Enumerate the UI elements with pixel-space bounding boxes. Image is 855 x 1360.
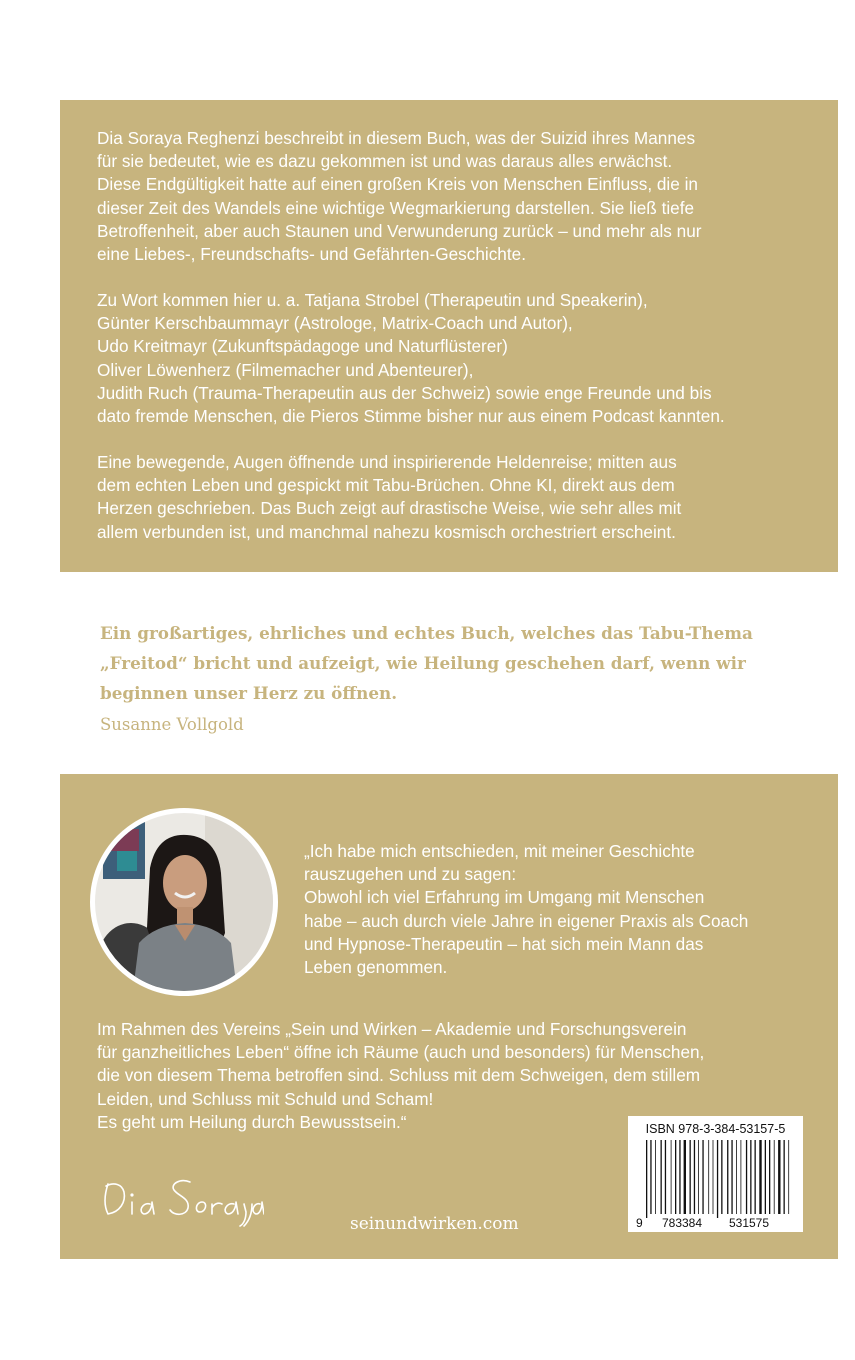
description-paragraph-3: Eine bewegende, Augen öffnende und inspirierende Heldenreise; mitten aus dem echten Leben und gespickt mit Tabu-Brüchen. Ohne KI, direkt aus dem Herzen geschrieben. Das Buch zeigt auf drastische Weise, wie sehr alles mit allem verbunden ist, und manchmal nahezu kosmisch orchestriert erscheint. [97, 452, 682, 542]
barcode-bar [671, 1140, 672, 1214]
barcode-bar [665, 1140, 666, 1214]
description-paragraph-2: Zu Wort kommen hier u. a. Tatjana Strobel (Therapeutin und Speakerin), Günter Kerschbaummayr (Astrologe, Matrix-Coach und Autor), Udo Kreitmayr (Zukunftspädagoge und Naturflüsterer) Oliver Löwenherz (Filmemacher und Abenteurer), Judith Ruch (Trauma-Therapeutin aus der Schweiz) sowie enge Freunde und bis dato fremde Menschen, die Pieros Stimme bisher nur aus einem Podcast kannten. [97, 290, 725, 427]
barcode-graphic [628, 1116, 803, 1232]
testimonial-quote: Ein großartiges, ehrliches und echtes Buch, welches das Tabu-Thema „Freitod“ bricht und aufzeigt, wie Heilung geschehen darf, wenn wir beginnen unser Herz zu öffnen. [100, 623, 753, 703]
barcode-bar [708, 1140, 709, 1214]
barcode-bar [755, 1140, 756, 1214]
barcode-bar [731, 1140, 732, 1214]
website-link[interactable]: seinundwirken.com [350, 1214, 519, 1234]
barcode-bar [675, 1140, 676, 1214]
barcode-digits-left: 783384 [661, 1216, 703, 1230]
barcode-bar [746, 1140, 747, 1214]
barcode-bar [774, 1140, 775, 1214]
barcode-bar [727, 1140, 728, 1214]
barcode-bar [769, 1140, 770, 1214]
isbn-barcode [628, 1116, 803, 1232]
barcode-bar [698, 1140, 699, 1214]
barcode-bar [661, 1140, 662, 1214]
barcode-bar [717, 1140, 718, 1218]
barcode-digit-first: 9 [636, 1216, 643, 1230]
barcode-bar [713, 1140, 714, 1214]
barcode-bar [759, 1140, 761, 1214]
barcode-bar [765, 1140, 766, 1214]
description-panel [60, 100, 838, 572]
barcode-bar [655, 1140, 656, 1214]
author-photo-frame [90, 808, 278, 996]
signature [94, 1168, 264, 1228]
barcode-bar [741, 1140, 742, 1214]
barcode-digits-right: 531575 [728, 1216, 770, 1230]
author-personal-quote: „Ich habe mich entschieden, mit meiner Geschichte rauszugehen und zu sagen: Obwohl ich viel Erfahrung im Umgang mit Menschen habe – auch durch viele Jahre in eigener Praxis als Coach und Hypnose-Therapeutin – hat sich mein Mann das Leben genommen. [304, 841, 749, 978]
barcode-bar [788, 1140, 789, 1214]
author-photo [95, 813, 273, 991]
barcode-bar [721, 1140, 722, 1214]
barcode-bar [736, 1140, 737, 1214]
author-portrait-illustration [95, 813, 273, 991]
barcode-bar [684, 1140, 686, 1214]
barcode-bar [778, 1140, 780, 1214]
barcode-bar [750, 1140, 751, 1214]
isbn-label: ISBN 978-3-384-53157-5 [645, 1122, 786, 1136]
testimonial-author: Susanne Vollgold [100, 715, 244, 734]
barcode-bar [650, 1140, 651, 1214]
association-text: Im Rahmen des Vereins „Sein und Wirken – Akademie und Forschungsverein für ganzheitliches Leben“ öffne ich Räume (auch und besonders) für Menschen, die von diesem Thema betroffen sind. Schluss mit dem Schweigen, dem stillem Leiden, und Schluss mit Schuld und Scham! Es geht um Heilung durch Bewusstsein.“ [97, 1019, 705, 1132]
author-panel [60, 774, 838, 1259]
barcode-bar [679, 1140, 680, 1214]
barcode-bar [784, 1140, 785, 1214]
barcode-bar [690, 1140, 691, 1214]
barcode-bar [646, 1140, 647, 1218]
barcode-bar [694, 1140, 695, 1214]
description-paragraph-1: Dia Soraya Reghenzi beschreibt in diesem Buch, was der Suizid ihres Mannes für sie bedeutet, wie es dazu gekommen ist und was daraus alles erwächst. Diese Endgültigkeit hatte auf einen großen Kreis von Menschen Einfluss, die in dieser Zeit des Wandels eine wichtige Wegmarkierung darstellen. Sie ließ tiefe Betroffenheit, aber auch Staunen und Verwunderung zurück – und mehr als nur eine Liebes-, Freundschafts- und Gefährten-Geschichte. [97, 128, 702, 265]
barcode-bar [702, 1140, 703, 1214]
